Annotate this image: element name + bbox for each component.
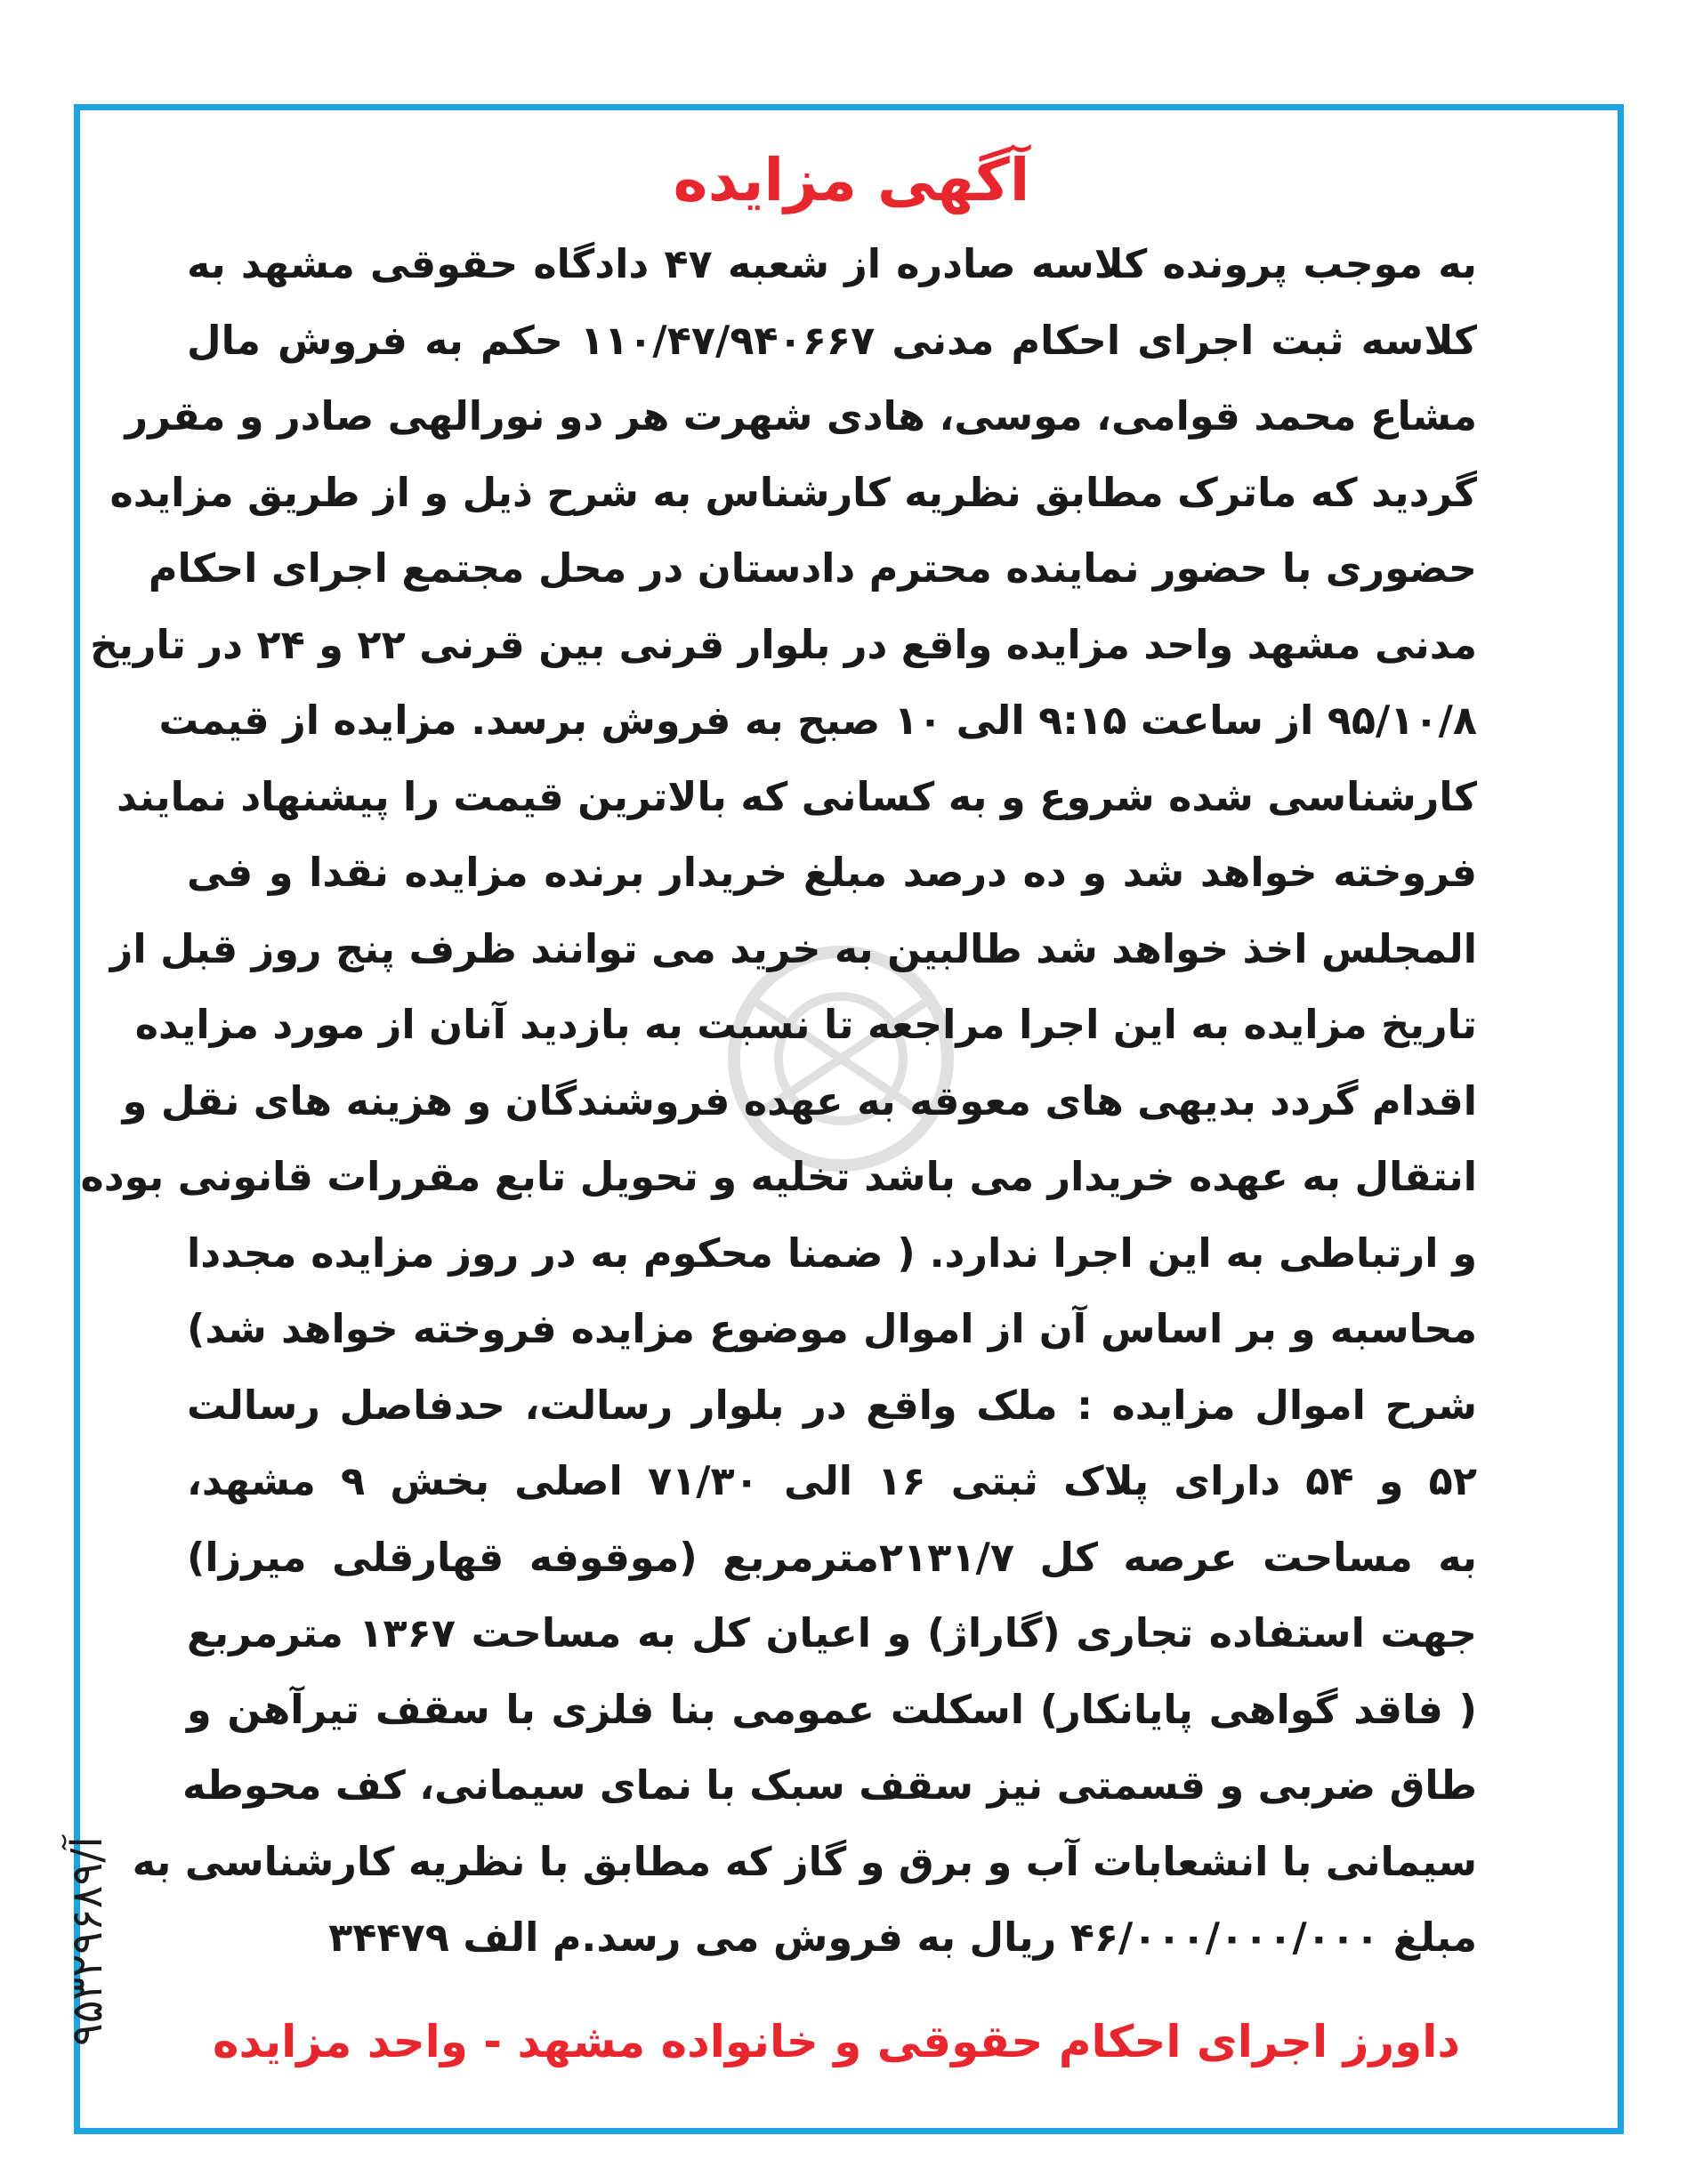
notice-line: جهت استفاده تجاری (گاراژ) و اعیان کل به مساحت ۱۳۶۷ مترمربع — [187, 1611, 1477, 1656]
notice-footer-signature: داورز اجرای احکام حقوقی و خانواده مشهد - واحد مزایده — [212, 2016, 1461, 2067]
notice-line: ۵۲ و ۵۴ دارای پلاک ثبتی ۱۶ الی ۷۱/۳۰ اصلی بخش ۹ مشهد، — [187, 1459, 1477, 1504]
notice-line: مبلغ ۴۶/۰۰۰/۰۰۰/۰۰۰ ریال به فروش می رسد.م الف ۳۴۴۷۹ — [328, 1915, 1477, 1961]
notice-line: سیمانی با انشعابات آب و برق و گاز که مطابق با نظریه کارشناسی به — [132, 1839, 1477, 1885]
notice-line: شرح اموال مزایده : ملک واقع در بلوار رسالت، حدفاصل رسالت — [187, 1382, 1477, 1429]
notice-line: طاق ضربی و قسمتی نیز سقف سبک با نمای سیمانی، کف محوطه — [182, 1763, 1477, 1809]
notice-line: المجلس اخذ خواهد شد طالبین به خرید می توانند ظرف پنج روز قبل از — [109, 926, 1477, 972]
notice-line: مدنی مشهد واحد مزایده واقع در بلوار قرنی بین قرنی ۲۲ و ۲۴ در تاریخ — [90, 622, 1477, 668]
notice-line: ( فاقد گواهی پایانکار) اسکلت عمومی بنا فلزی با سقف تیرآهن و — [187, 1687, 1477, 1733]
notice-title: آگهی مزایده — [673, 146, 1030, 214]
notice-body — [80, 227, 1477, 1977]
notice-line: گردید که ماترک مطابق نظریه کارشناس به شرح ذیل و از طریق مزایده — [109, 470, 1477, 516]
notice-line: حضوری با حضور نماینده محترم دادستان در محل مجتمع اجرای احکام — [148, 546, 1477, 592]
notice-line: به مساحت عرصه کل ۲۱۳۱/۷مترمربع (موقوفه قهارقلی میرزا) — [187, 1535, 1477, 1581]
notice-line: فروخته خواهد شد و ده درصد مبلغ خریدار برنده مزایده نقدا و فی — [187, 850, 1477, 896]
notice-line: کارشناسی شده شروع و به کسانی که بالاترین قیمت را پیشنهاد نمایند — [117, 774, 1477, 820]
notice-line: محاسبه و بر اساس آن از اموال موضوع مزایده فروخته خواهد شد) — [187, 1307, 1477, 1352]
notice-line: به موجب پرونده کلاسه صادره از شعبه ۴۷ دادگاه حقوقی مشهد به — [187, 242, 1477, 287]
notice-line: انتقال به عهده خریدار می باشد تخلیه و تحویل تابع مقررات قانونی بوده — [80, 1155, 1477, 1200]
side-reference-code: آ/۹۵۳۲۹۶۸۹ — [62, 1836, 112, 2046]
notice-line: اقدام گردد بدیهی های معوقه به عهده فروشندگان و هزینه های نقل و — [122, 1078, 1477, 1124]
notice-line: مشاع محمد قوامی، موسی، هادی شهرت هر دو نورالهی صادر و مقرر — [125, 394, 1477, 439]
notice-line: کلاسه ثبت اجرای احکام مدنی ۱۱۰/۴۷/۹۴۰۶۶۷ حکم به فروش مال — [187, 318, 1477, 364]
notice-line: و ارتباطی به این اجرا ندارد. ( ضمنا محکوم به در روز مزایده مجددا — [187, 1230, 1477, 1277]
notice-line: ۹۵/۱۰/۸ از ساعت ۹:۱۵ الی ۱۰ صبح به فروش برسد. مزایده از قیمت — [158, 698, 1477, 744]
notice-line: تاریخ مزایده به این اجرا مراجعه تا نسبت به بازدید آنان از مورد مزایده — [134, 1003, 1477, 1048]
